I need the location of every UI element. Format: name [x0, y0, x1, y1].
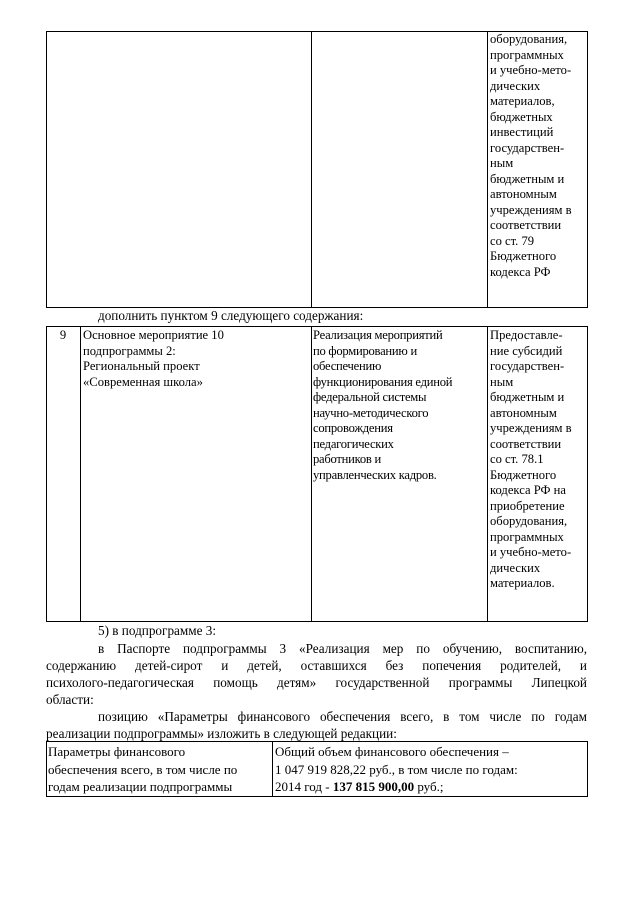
cell-subsidy-description: Предоставле- ние субсидий государствен- ным бюджетным и автономным учреждениям в соответствии со ст. 78.1 Бюджетного кодекса РФ на приобретение оборудования, программных и учебно-мето- дических материалов.: [490, 328, 572, 590]
year-label: 2014 год -: [275, 779, 333, 794]
cell-parameters-value: [275, 743, 587, 796]
row9-border-top: [46, 326, 587, 327]
table2-border-left: [46, 741, 47, 797]
table2-border-mid: [272, 741, 273, 797]
passport-line-2: содержанию детей-сирот и детей, оставшихся без попечения родителей, и: [46, 658, 587, 673]
cell-activity-description: Реализация мероприятий по формированию и обеспечению функционирования единой федеральной системы научно-методического сопровождения педагогических работников и управленческих кадров.: [313, 328, 453, 482]
year-2014-line: [275, 778, 587, 796]
year-2014-amount: 137 815 900,00: [332, 779, 415, 794]
cell-funding-continuation: оборудования, программных и учебно-мето- дических материалов, бюджетных инвестиций государствен- ным бюджетным и автономным учреждениям в соответствии со ст. 79 Бюджетного кодекса РФ: [490, 32, 572, 279]
total-funding-line: Общий объем финансового обеспечения –: [275, 744, 509, 759]
table-border-col3: [311, 31, 312, 308]
table2-border-bottom: [46, 796, 587, 797]
table2-border-top: [46, 741, 587, 742]
table2-border-right: [587, 741, 588, 797]
table-border-col4: [487, 31, 488, 308]
item-5-heading: 5) в подпрограмме 3:: [98, 623, 216, 638]
position-line-1: позицию «Параметры финансового обеспечения всего, в том числе по годам: [98, 709, 587, 724]
instruction-add-item-9: дополнить пунктом 9 следующего содержания:: [98, 308, 364, 323]
position-line-2: реализации подпрограммы» изложить в следующей редакции:: [46, 726, 397, 741]
cell-row-number: 9: [59, 328, 67, 342]
passport-line-4: области:: [46, 692, 94, 707]
cell-main-activity: Основное мероприятие 10 подпрограммы 2: Региональный проект «Современная школа»: [83, 328, 224, 389]
row9-border-col3: [311, 326, 312, 622]
currency-suffix: руб.;: [414, 779, 444, 794]
row9-border-col2: [80, 326, 81, 622]
row9-border-left: [46, 326, 47, 622]
passport-line-3: психолого-педагогическая помощь детям» государственной программы Липецкой: [46, 675, 587, 690]
cell-parameters-label: Параметры финансового обеспечения всего, в том числе по годам реализации подпрограммы: [48, 744, 238, 794]
passport-line-1: в Паспорте подпрограммы 3 «Реализация мер по обучению, воспитанию,: [98, 641, 587, 656]
total-amount-line: 1 047 919 828,22 руб., в том числе по годам:: [275, 761, 518, 777]
table-border-left: [46, 31, 47, 308]
